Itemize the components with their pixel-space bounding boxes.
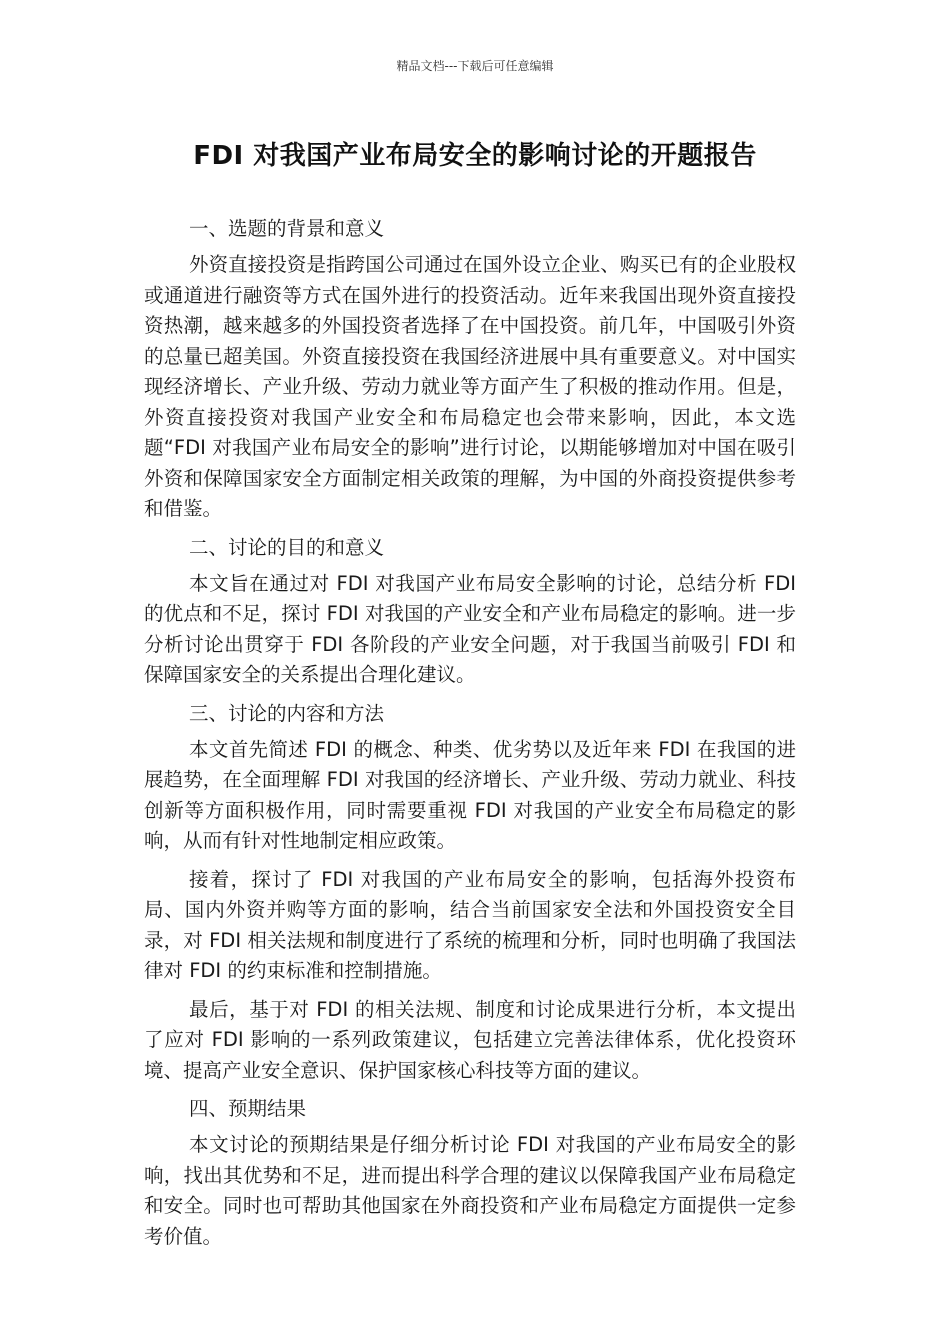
paragraph: 接着，探讨了 FDI 对我国的产业布局安全的影响，包括海外投资布局、国内外资并购等方面的影响，结合当前国家安全法和外国投资安全目录，对 FDI 相关法规和制度进行了系统的梳理和分析，同时也明确了我国法律对 FDI 的约束标准和控制措施。 — [144, 867, 796, 982]
header-note: 精品文档---下载后可任意编辑 — [396, 59, 554, 73]
section-background — [144, 214, 796, 525]
section-heading: 三、讨论的内容和方法 — [189, 701, 385, 725]
paragraph: 本文旨在通过对 FDI 对我国产业布局安全影响的讨论，总结分析 FDI 的优点和不足，探讨 FDI 对我国的产业安全和产业布局稳定的影响。进一步分析讨论出贯穿于 FDI 各阶段的产业安全问题，对于我国当前吸引 FDI 和保障国家安全的关系提出合理化建议。 — [144, 571, 796, 686]
paragraph: 本文首先简述 FDI 的概念、种类、优劣势以及近年来 FDI 在我国的进展趋势，在全面理解 FDI 对我国的经济增长、产业升级、劳动力就业、科技创新等方面积极作用，同时需要重视 FDI 对我国的产业安全布局稳定的影响，从而有针对性地制定相应政策。 — [144, 737, 796, 852]
paragraph: 最后，基于对 FDI 的相关法规、制度和讨论成果进行分析，本文提出了应对 FDI 影响的一系列政策建议，包括建立完善法律体系，优化投资环境、提高产业安全意识、保护国家核心科技等方面的建议。 — [144, 997, 796, 1082]
section-content-method — [144, 699, 796, 1087]
paragraph: 外资直接投资是指跨国公司通过在国外设立企业、购买已有的企业股权或通道进行融资等方式在国外进行的投资活动。近年来我国出现外资直接投资热潮，越来越多的外国投资者选择了在中国投资。前几年，中国吸引外资的总量已超美国。外资直接投资在我国经济进展中具有重要意义。对中国实现经济增长、产业升级、劳动力就业等方面产生了积极的推动作用。但是，外资直接投资对我国产业安全和布局稳定也会带来影响，因此，本文选题“FDI 对我国产业布局安全的影响”进行讨论，以期能够增加对中国在吸引外资和保障国家安全方面制定相关政策的理解，为中国的外商投资提供参考和借鉴。 — [144, 253, 796, 520]
section-heading: 二、讨论的目的和意义 — [189, 535, 385, 559]
document-title: FDI 对我国产业布局安全的影响讨论的开题报告 — [193, 141, 757, 171]
section-purpose — [144, 533, 796, 691]
section-heading: 一、选题的背景和意义 — [189, 217, 385, 240]
document-body — [144, 214, 796, 1260]
section-heading: 四、预期结果 — [189, 1097, 307, 1120]
section-expected-results — [144, 1094, 796, 1252]
paragraph: 本文讨论的预期结果是仔细分析讨论 FDI 对我国的产业布局安全的影响，找出其优势和不足，进而提出科学合理的建议以保障我国产业布局稳定和安全。同时也可帮助其他国家在外商投资和产业布局稳定方面提供一定参考价值。 — [144, 1133, 796, 1248]
